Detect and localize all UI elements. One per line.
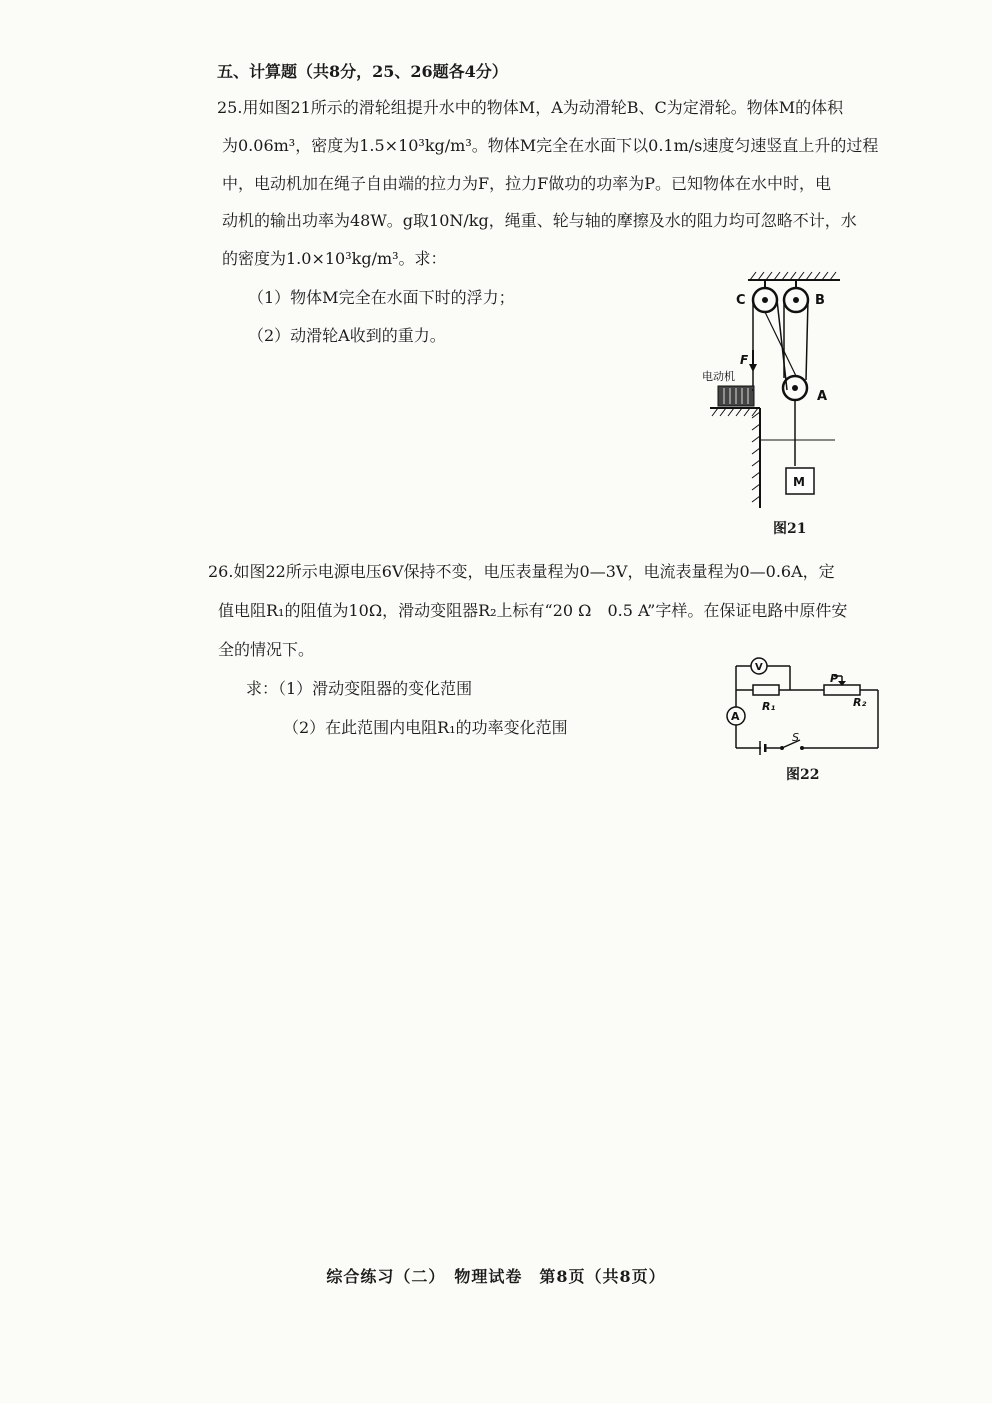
q26-sub-2: （2）在此范围内电阻R₁的功率变化范围 (283, 718, 568, 737)
q26-sub-1: 求：（1）滑动变阻器的变化范围 (246, 679, 473, 698)
q25-line-4: 动机的输出功率为48W。g取10N/kg，绳重、轮与轴的摩擦及水的阻力均可忽略不计，水 (222, 211, 857, 230)
resistor-r2 (824, 685, 860, 695)
resistor-r1 (753, 685, 779, 695)
figure-22-caption: 图22 (786, 767, 820, 783)
label-s: S (792, 731, 799, 744)
label-motor: 电动机 (702, 370, 735, 383)
label-m: M (793, 475, 805, 489)
figure-21-caption: 图21 (773, 521, 807, 537)
section-title: 五、计算题（共8分，25、26题各4分） (217, 62, 508, 81)
figure-22-circuit-diagram (718, 650, 888, 758)
label-v: V (755, 662, 763, 673)
label-b: B (815, 293, 825, 308)
q25-line-5: 的密度为1.0×10³kg/m³。求： (222, 249, 447, 268)
q25-line-1: 25.用如图21所示的滑轮组提升水中的物体M，A为动滑轮B、C为定滑轮。物体M的体积 (217, 98, 844, 117)
q25-sub-1: （1）物体M完全在水面下时的浮力； (248, 288, 515, 307)
q25-line-3: 中，电动机加在绳子自由端的拉力为F，拉力F做功的功率为P。已知物体在水中时，电 (222, 174, 831, 193)
label-r2: R₂ (853, 696, 867, 709)
label-f: F (740, 353, 749, 367)
label-p: P (830, 672, 839, 685)
label-a: A (817, 389, 828, 404)
label-ammeter: A (731, 710, 740, 723)
q25-sub-2: （2）动滑轮A收到的重力。 (248, 326, 446, 345)
label-c: C (736, 293, 746, 308)
label-r1: R₁ (762, 700, 776, 713)
q26-line-1: 26.如图22所示电源电压6V保持不变，电压表量程为0—3V，电流表量程为0—0.6A，定 (208, 562, 835, 581)
figure-21-pulley-diagram (690, 268, 850, 518)
q26-line-2: 值电阻R₁的阻值为10Ω，滑动变阻器R₂上标有“20 Ω 0.5 A”字样。在保证电路中原件安 (218, 601, 848, 620)
q26-line-3: 全的情况下。 (218, 640, 315, 659)
q25-line-2: 为0.06m³，密度为1.5×10³kg/m³。物体M完全在水面下以0.1m/s速度匀速竖直上升的过程 (222, 136, 879, 155)
page-footer: 综合练习（二） 物理试卷 第8页（共8页） (326, 1267, 666, 1286)
